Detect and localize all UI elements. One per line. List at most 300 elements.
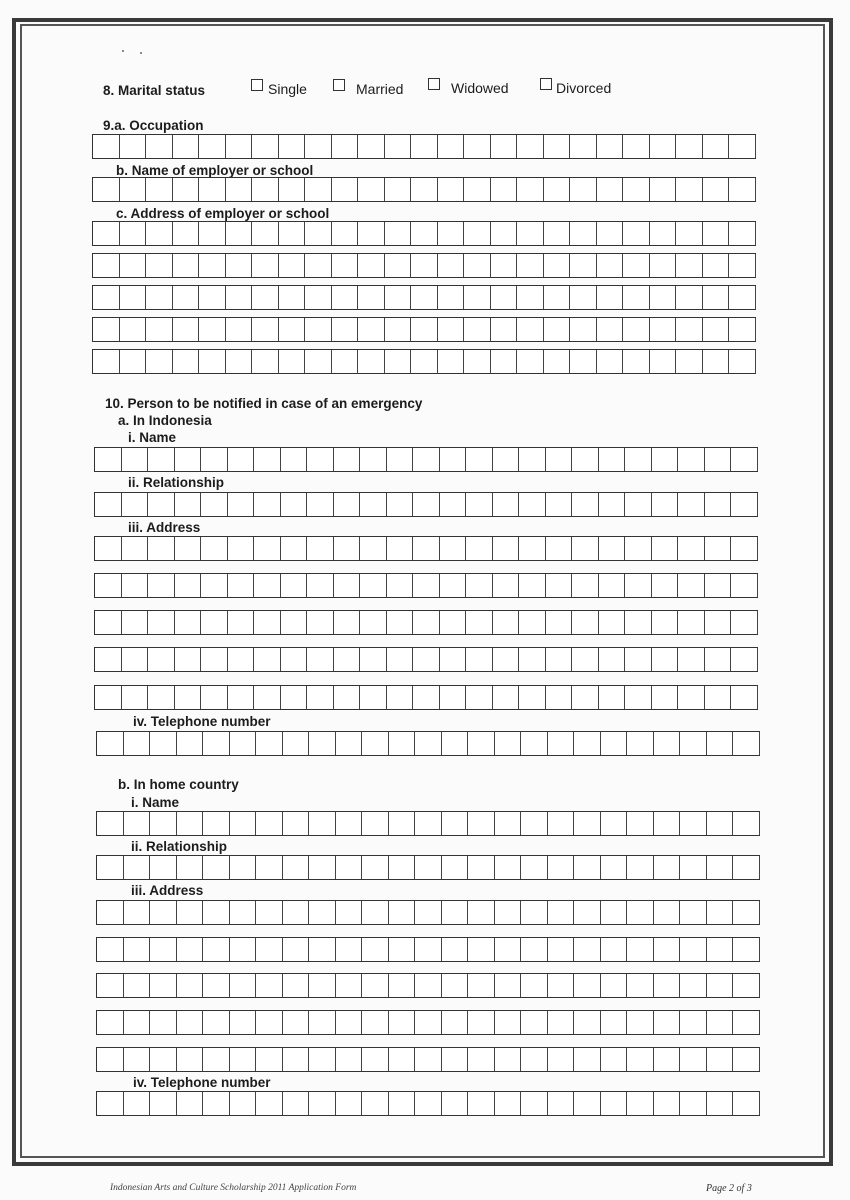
character-box[interactable] — [625, 574, 652, 597]
character-box[interactable] — [254, 448, 281, 471]
character-box[interactable] — [440, 448, 467, 471]
character-box[interactable] — [336, 974, 363, 997]
married-checkbox[interactable] — [333, 79, 345, 91]
character-box[interactable] — [731, 686, 758, 709]
character-box[interactable] — [676, 318, 703, 341]
character-box[interactable] — [517, 254, 544, 277]
character-box[interactable] — [468, 1092, 495, 1115]
character-box[interactable] — [678, 448, 705, 471]
character-box[interactable] — [493, 448, 520, 471]
character-box[interactable] — [599, 648, 626, 671]
character-box[interactable] — [627, 732, 654, 755]
character-box[interactable] — [574, 974, 601, 997]
character-box[interactable] — [283, 901, 310, 924]
character-box[interactable] — [305, 178, 332, 201]
character-box[interactable] — [442, 812, 469, 835]
character-box[interactable] — [601, 856, 628, 879]
character-box[interactable] — [362, 974, 389, 997]
character-box[interactable] — [468, 938, 495, 961]
character-box[interactable] — [120, 286, 147, 309]
character-box[interactable] — [415, 901, 442, 924]
indonesia-address-field-line-3[interactable] — [94, 610, 758, 635]
widowed-checkbox[interactable] — [428, 78, 440, 90]
character-box[interactable] — [336, 901, 363, 924]
character-box[interactable] — [279, 254, 306, 277]
character-box[interactable] — [199, 178, 226, 201]
character-box[interactable] — [256, 974, 283, 997]
character-box[interactable] — [574, 812, 601, 835]
character-box[interactable] — [570, 178, 597, 201]
character-box[interactable] — [199, 222, 226, 245]
character-box[interactable] — [385, 350, 412, 373]
character-box[interactable] — [389, 1011, 416, 1034]
character-box[interactable] — [120, 254, 147, 277]
character-box[interactable] — [493, 493, 520, 516]
character-box[interactable] — [93, 318, 120, 341]
character-box[interactable] — [440, 537, 467, 560]
character-box[interactable] — [676, 135, 703, 158]
character-box[interactable] — [415, 812, 442, 835]
character-box[interactable] — [627, 938, 654, 961]
character-box[interactable] — [201, 537, 228, 560]
character-box[interactable] — [120, 135, 147, 158]
character-box[interactable] — [305, 318, 332, 341]
character-box[interactable] — [570, 318, 597, 341]
character-box[interactable] — [442, 901, 469, 924]
character-box[interactable] — [389, 1092, 416, 1115]
character-box[interactable] — [230, 901, 257, 924]
character-box[interactable] — [177, 974, 204, 997]
home-address-field-line-5[interactable] — [96, 1047, 760, 1072]
character-box[interactable] — [228, 537, 255, 560]
character-box[interactable] — [733, 1092, 760, 1115]
character-box[interactable] — [360, 648, 387, 671]
character-box[interactable] — [281, 611, 308, 634]
character-box[interactable] — [256, 938, 283, 961]
character-box[interactable] — [175, 611, 202, 634]
character-box[interactable] — [93, 286, 120, 309]
character-box[interactable] — [707, 812, 734, 835]
character-box[interactable] — [146, 254, 173, 277]
character-box[interactable] — [599, 448, 626, 471]
character-box[interactable] — [173, 178, 200, 201]
character-box[interactable] — [707, 732, 734, 755]
character-box[interactable] — [599, 611, 626, 634]
character-box[interactable] — [150, 1048, 177, 1071]
character-box[interactable] — [199, 135, 226, 158]
character-box[interactable] — [148, 611, 175, 634]
character-box[interactable] — [93, 135, 120, 158]
character-box[interactable] — [650, 254, 677, 277]
character-box[interactable] — [283, 1092, 310, 1115]
character-box[interactable] — [305, 135, 332, 158]
indonesia-address-field-line-1[interactable] — [94, 536, 758, 561]
character-box[interactable] — [226, 254, 253, 277]
character-box[interactable] — [199, 286, 226, 309]
character-box[interactable] — [517, 350, 544, 373]
character-box[interactable] — [95, 686, 122, 709]
character-box[interactable] — [199, 254, 226, 277]
character-box[interactable] — [733, 812, 760, 835]
character-box[interactable] — [491, 318, 518, 341]
character-box[interactable] — [360, 493, 387, 516]
character-box[interactable] — [413, 648, 440, 671]
character-box[interactable] — [466, 686, 493, 709]
character-box[interactable] — [332, 350, 359, 373]
character-box[interactable] — [438, 178, 465, 201]
character-box[interactable] — [703, 135, 730, 158]
character-box[interactable] — [150, 901, 177, 924]
character-box[interactable] — [627, 812, 654, 835]
character-box[interactable] — [307, 537, 334, 560]
character-box[interactable] — [279, 178, 306, 201]
character-box[interactable] — [120, 178, 147, 201]
character-box[interactable] — [442, 974, 469, 997]
character-box[interactable] — [173, 350, 200, 373]
character-box[interactable] — [177, 732, 204, 755]
character-box[interactable] — [362, 856, 389, 879]
home-telephone-field[interactable] — [96, 1091, 760, 1116]
character-box[interactable] — [256, 901, 283, 924]
home-relationship-field[interactable] — [96, 855, 760, 880]
character-box[interactable] — [707, 1092, 734, 1115]
character-box[interactable] — [254, 686, 281, 709]
character-box[interactable] — [680, 812, 707, 835]
character-box[interactable] — [336, 1092, 363, 1115]
character-box[interactable] — [601, 1048, 628, 1071]
character-box[interactable] — [150, 732, 177, 755]
character-box[interactable] — [387, 648, 414, 671]
character-box[interactable] — [226, 178, 253, 201]
character-box[interactable] — [650, 350, 677, 373]
character-box[interactable] — [733, 938, 760, 961]
character-box[interactable] — [283, 732, 310, 755]
character-box[interactable] — [122, 611, 149, 634]
character-box[interactable] — [177, 1048, 204, 1071]
character-box[interactable] — [203, 974, 230, 997]
character-box[interactable] — [389, 812, 416, 835]
character-box[interactable] — [203, 1011, 230, 1034]
character-box[interactable] — [676, 178, 703, 201]
character-box[interactable] — [124, 812, 151, 835]
character-box[interactable] — [544, 135, 571, 158]
character-box[interactable] — [466, 493, 493, 516]
character-box[interactable] — [385, 178, 412, 201]
character-box[interactable] — [574, 938, 601, 961]
character-box[interactable] — [623, 135, 650, 158]
character-box[interactable] — [625, 493, 652, 516]
character-box[interactable] — [389, 938, 416, 961]
character-box[interactable] — [387, 537, 414, 560]
character-box[interactable] — [148, 686, 175, 709]
character-box[interactable] — [203, 901, 230, 924]
character-box[interactable] — [228, 686, 255, 709]
character-box[interactable] — [309, 812, 336, 835]
character-box[interactable] — [173, 222, 200, 245]
character-box[interactable] — [97, 974, 124, 997]
character-box[interactable] — [385, 254, 412, 277]
character-box[interactable] — [495, 938, 522, 961]
character-box[interactable] — [729, 178, 756, 201]
character-box[interactable] — [283, 938, 310, 961]
character-box[interactable] — [519, 493, 546, 516]
indonesia-address-field-line-2[interactable] — [94, 573, 758, 598]
character-box[interactable] — [334, 648, 361, 671]
indonesia-address-field-line-4[interactable] — [94, 647, 758, 672]
character-box[interactable] — [199, 318, 226, 341]
character-box[interactable] — [95, 611, 122, 634]
indonesia-name-field[interactable] — [94, 447, 758, 472]
character-box[interactable] — [442, 1011, 469, 1034]
character-box[interactable] — [173, 318, 200, 341]
character-box[interactable] — [334, 686, 361, 709]
character-box[interactable] — [93, 222, 120, 245]
character-box[interactable] — [358, 222, 385, 245]
character-box[interactable] — [733, 1011, 760, 1034]
character-box[interactable] — [362, 901, 389, 924]
character-box[interactable] — [627, 974, 654, 997]
character-box[interactable] — [464, 350, 491, 373]
character-box[interactable] — [650, 135, 677, 158]
character-box[interactable] — [548, 1048, 575, 1071]
character-box[interactable] — [362, 1048, 389, 1071]
character-box[interactable] — [548, 1011, 575, 1034]
character-box[interactable] — [358, 178, 385, 201]
character-box[interactable] — [252, 318, 279, 341]
character-box[interactable] — [546, 574, 573, 597]
character-box[interactable] — [97, 1011, 124, 1034]
character-box[interactable] — [517, 135, 544, 158]
character-box[interactable] — [201, 448, 228, 471]
character-box[interactable] — [203, 1048, 230, 1071]
character-box[interactable] — [279, 350, 306, 373]
character-box[interactable] — [146, 350, 173, 373]
character-box[interactable] — [572, 648, 599, 671]
character-box[interactable] — [413, 448, 440, 471]
character-box[interactable] — [546, 448, 573, 471]
character-box[interactable] — [517, 318, 544, 341]
character-box[interactable] — [495, 812, 522, 835]
character-box[interactable] — [680, 1011, 707, 1034]
character-box[interactable] — [521, 974, 548, 997]
character-box[interactable] — [570, 286, 597, 309]
character-box[interactable] — [597, 318, 624, 341]
character-box[interactable] — [177, 901, 204, 924]
character-box[interactable] — [175, 648, 202, 671]
character-box[interactable] — [146, 135, 173, 158]
character-box[interactable] — [464, 318, 491, 341]
character-box[interactable] — [283, 974, 310, 997]
character-box[interactable] — [120, 318, 147, 341]
character-box[interactable] — [680, 856, 707, 879]
character-box[interactable] — [146, 222, 173, 245]
character-box[interactable] — [122, 686, 149, 709]
character-box[interactable] — [680, 901, 707, 924]
character-box[interactable] — [411, 318, 438, 341]
character-box[interactable] — [572, 448, 599, 471]
character-box[interactable] — [574, 901, 601, 924]
character-box[interactable] — [466, 611, 493, 634]
character-box[interactable] — [336, 1048, 363, 1071]
character-box[interactable] — [440, 611, 467, 634]
character-box[interactable] — [332, 286, 359, 309]
character-box[interactable] — [438, 318, 465, 341]
character-box[interactable] — [97, 1048, 124, 1071]
character-box[interactable] — [281, 537, 308, 560]
character-box[interactable] — [599, 574, 626, 597]
character-box[interactable] — [650, 318, 677, 341]
character-box[interactable] — [601, 1011, 628, 1034]
character-box[interactable] — [415, 856, 442, 879]
character-box[interactable] — [230, 1011, 257, 1034]
character-box[interactable] — [572, 537, 599, 560]
character-box[interactable] — [442, 1048, 469, 1071]
character-box[interactable] — [254, 611, 281, 634]
character-box[interactable] — [493, 686, 520, 709]
character-box[interactable] — [650, 178, 677, 201]
character-box[interactable] — [493, 574, 520, 597]
character-box[interactable] — [124, 1092, 151, 1115]
character-box[interactable] — [360, 686, 387, 709]
character-box[interactable] — [548, 732, 575, 755]
character-box[interactable] — [517, 178, 544, 201]
employer-name-field[interactable] — [92, 177, 756, 202]
character-box[interactable] — [305, 350, 332, 373]
character-box[interactable] — [468, 974, 495, 997]
character-box[interactable] — [521, 812, 548, 835]
character-box[interactable] — [283, 812, 310, 835]
character-box[interactable] — [466, 574, 493, 597]
character-box[interactable] — [177, 812, 204, 835]
character-box[interactable] — [729, 254, 756, 277]
character-box[interactable] — [97, 856, 124, 879]
character-box[interactable] — [148, 537, 175, 560]
character-box[interactable] — [729, 350, 756, 373]
character-box[interactable] — [627, 1011, 654, 1034]
character-box[interactable] — [309, 856, 336, 879]
character-box[interactable] — [703, 318, 730, 341]
character-box[interactable] — [309, 1092, 336, 1115]
character-box[interactable] — [203, 1092, 230, 1115]
character-box[interactable] — [411, 222, 438, 245]
character-box[interactable] — [336, 1011, 363, 1034]
character-box[interactable] — [623, 350, 650, 373]
character-box[interactable] — [334, 493, 361, 516]
character-box[interactable] — [676, 286, 703, 309]
character-box[interactable] — [440, 648, 467, 671]
character-box[interactable] — [358, 254, 385, 277]
character-box[interactable] — [362, 1092, 389, 1115]
character-box[interactable] — [334, 611, 361, 634]
character-box[interactable] — [521, 1011, 548, 1034]
character-box[interactable] — [332, 254, 359, 277]
character-box[interactable] — [228, 574, 255, 597]
character-box[interactable] — [93, 350, 120, 373]
character-box[interactable] — [703, 178, 730, 201]
character-box[interactable] — [148, 574, 175, 597]
character-box[interactable] — [731, 574, 758, 597]
character-box[interactable] — [495, 974, 522, 997]
character-box[interactable] — [654, 901, 681, 924]
character-box[interactable] — [729, 318, 756, 341]
character-box[interactable] — [733, 732, 760, 755]
character-box[interactable] — [336, 938, 363, 961]
character-box[interactable] — [705, 493, 732, 516]
character-box[interactable] — [120, 222, 147, 245]
character-box[interactable] — [601, 938, 628, 961]
character-box[interactable] — [625, 648, 652, 671]
character-box[interactable] — [466, 648, 493, 671]
character-box[interactable] — [332, 178, 359, 201]
character-box[interactable] — [124, 901, 151, 924]
character-box[interactable] — [729, 286, 756, 309]
character-box[interactable] — [521, 1048, 548, 1071]
character-box[interactable] — [309, 901, 336, 924]
character-box[interactable] — [652, 574, 679, 597]
character-box[interactable] — [442, 1092, 469, 1115]
character-box[interactable] — [650, 286, 677, 309]
character-box[interactable] — [97, 812, 124, 835]
character-box[interactable] — [544, 318, 571, 341]
character-box[interactable] — [95, 448, 122, 471]
character-box[interactable] — [362, 732, 389, 755]
character-box[interactable] — [177, 1011, 204, 1034]
character-box[interactable] — [411, 254, 438, 277]
character-box[interactable] — [570, 135, 597, 158]
character-box[interactable] — [385, 135, 412, 158]
character-box[interactable] — [334, 448, 361, 471]
character-box[interactable] — [387, 611, 414, 634]
character-box[interactable] — [124, 1048, 151, 1071]
character-box[interactable] — [279, 135, 306, 158]
character-box[interactable] — [442, 938, 469, 961]
character-box[interactable] — [146, 286, 173, 309]
character-box[interactable] — [175, 537, 202, 560]
character-box[interactable] — [597, 222, 624, 245]
character-box[interactable] — [705, 611, 732, 634]
character-box[interactable] — [493, 648, 520, 671]
character-box[interactable] — [124, 938, 151, 961]
character-box[interactable] — [228, 448, 255, 471]
character-box[interactable] — [705, 537, 732, 560]
character-box[interactable] — [228, 493, 255, 516]
character-box[interactable] — [519, 537, 546, 560]
character-box[interactable] — [680, 1048, 707, 1071]
character-box[interactable] — [177, 1092, 204, 1115]
character-box[interactable] — [574, 1048, 601, 1071]
character-box[interactable] — [599, 493, 626, 516]
character-box[interactable] — [495, 732, 522, 755]
character-box[interactable] — [680, 974, 707, 997]
character-box[interactable] — [203, 732, 230, 755]
character-box[interactable] — [517, 222, 544, 245]
character-box[interactable] — [360, 574, 387, 597]
character-box[interactable] — [705, 686, 732, 709]
character-box[interactable] — [230, 1048, 257, 1071]
character-box[interactable] — [438, 286, 465, 309]
character-box[interactable] — [440, 574, 467, 597]
character-box[interactable] — [252, 135, 279, 158]
character-box[interactable] — [521, 1092, 548, 1115]
character-box[interactable] — [228, 611, 255, 634]
character-box[interactable] — [652, 686, 679, 709]
character-box[interactable] — [307, 611, 334, 634]
character-box[interactable] — [120, 350, 147, 373]
character-box[interactable] — [203, 856, 230, 879]
character-box[interactable] — [625, 537, 652, 560]
character-box[interactable] — [362, 812, 389, 835]
character-box[interactable] — [387, 493, 414, 516]
